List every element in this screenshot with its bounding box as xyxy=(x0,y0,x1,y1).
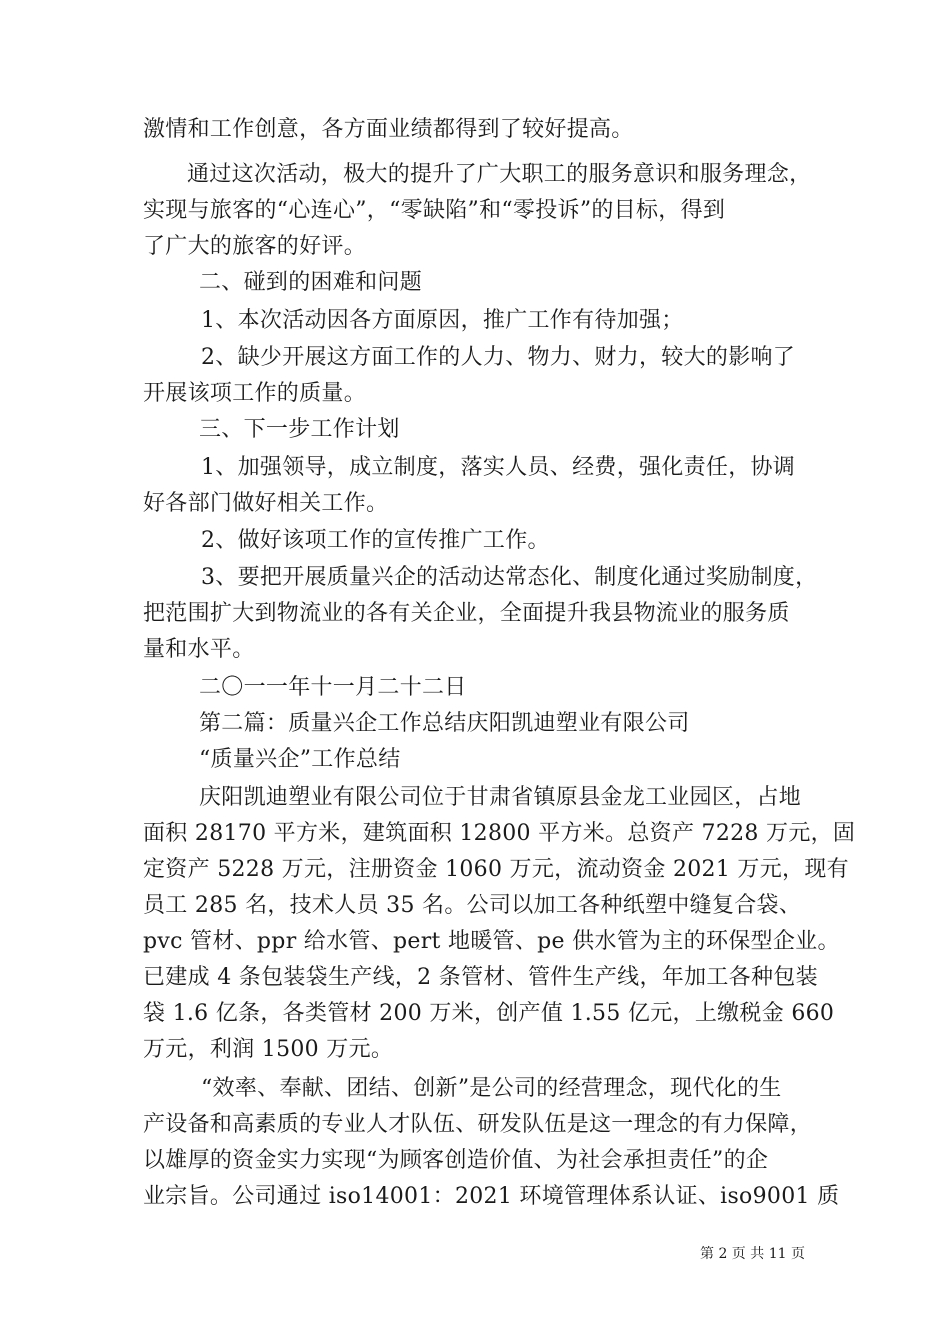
text-line: 庆阳凯迪塑业有限公司位于甘肃省镇原县金龙工业园区，占地 xyxy=(199,785,802,810)
text-line: “效率、奉献、团结、创新”是公司的经营理念，现代化的生 xyxy=(201,1076,782,1101)
text-line: 定资产 5228 万元，注册资金 1060 万元，流动资金 2021 万元，现有 xyxy=(143,857,849,882)
text-line: 业宗旨。公司通过 iso14001：2021 环境管理体系认证、iso9001 质 xyxy=(143,1184,840,1209)
text-line: 面积 28170 平方米，建筑面积 12800 平方米。总资产 7228 万元，固 xyxy=(143,821,856,846)
text-line: 2、做好该项工作的宣传推广工作。 xyxy=(201,528,550,553)
section-heading: 三、下一步工作计划 xyxy=(199,417,400,442)
text-line: 1、本次活动因各方面原因，推广工作有待加强； xyxy=(201,308,684,333)
text-line: 了广大的旅客的好评。 xyxy=(143,234,367,259)
text-line: 开展该项工作的质量。 xyxy=(143,381,367,406)
text-line: 激情和工作创意，各方面业绩都得到了较好提高。 xyxy=(143,117,634,142)
text-line: 产设备和高素质的专业人才队伍、研发队伍是这一理念的有力保障， xyxy=(143,1112,813,1137)
text-line: 2、缺少开展这方面工作的人力、物力、财力，较大的影响了 xyxy=(201,345,796,370)
text-line: 实现与旅客的“心连心”，“零缺陷”和“零投诉”的目标，得到 xyxy=(143,198,726,223)
text-line: pvc 管材、ppr 给水管、pert 地暖管、pe 供水管为主的环保型企业。 xyxy=(143,929,840,954)
section-heading: 二、碰到的困难和问题 xyxy=(199,270,423,295)
page-number-footer: 第 2 页 共 11 页 xyxy=(700,1246,805,1262)
text-line: 以雄厚的资金实力实现“为顾客创造价值、为社会承担责任”的企 xyxy=(143,1148,769,1173)
text-line: 通过这次活动，极大的提升了广大职工的服务意识和服务理念， xyxy=(187,162,812,187)
text-line: 已建成 4 条包装袋生产线，2 条管材、管件生产线，年加工各种包装 xyxy=(143,965,818,990)
text-line: 员工 285 名，技术人员 35 名。公司以加工各种纸塑中缝复合袋、 xyxy=(143,893,802,918)
subtitle: “质量兴企”工作总结 xyxy=(199,747,401,772)
date-line: 二〇一一年十一月二十二日 xyxy=(199,675,467,700)
text-line: 量和水平。 xyxy=(143,637,255,662)
text-line: 袋 1.6 亿条，各类管材 200 万米，创产值 1.55 亿元，上缴税金 660 xyxy=(143,1001,835,1026)
text-line: 3、要把开展质量兴企的活动达常态化、制度化通过奖励制度， xyxy=(201,565,818,590)
text-line: 1、加强领导，成立制度，落实人员、经费，强化责任，协调 xyxy=(201,455,796,480)
text-line: 万元，利润 1500 万元。 xyxy=(143,1037,394,1062)
text-line: 好各部门做好相关工作。 xyxy=(143,491,389,516)
text-line: 把范围扩大到物流业的各有关企业，全面提升我县物流业的服务质 xyxy=(143,601,790,626)
chapter-title: 第二篇：质量兴企工作总结庆阳凯迪塑业有限公司 xyxy=(199,711,690,736)
